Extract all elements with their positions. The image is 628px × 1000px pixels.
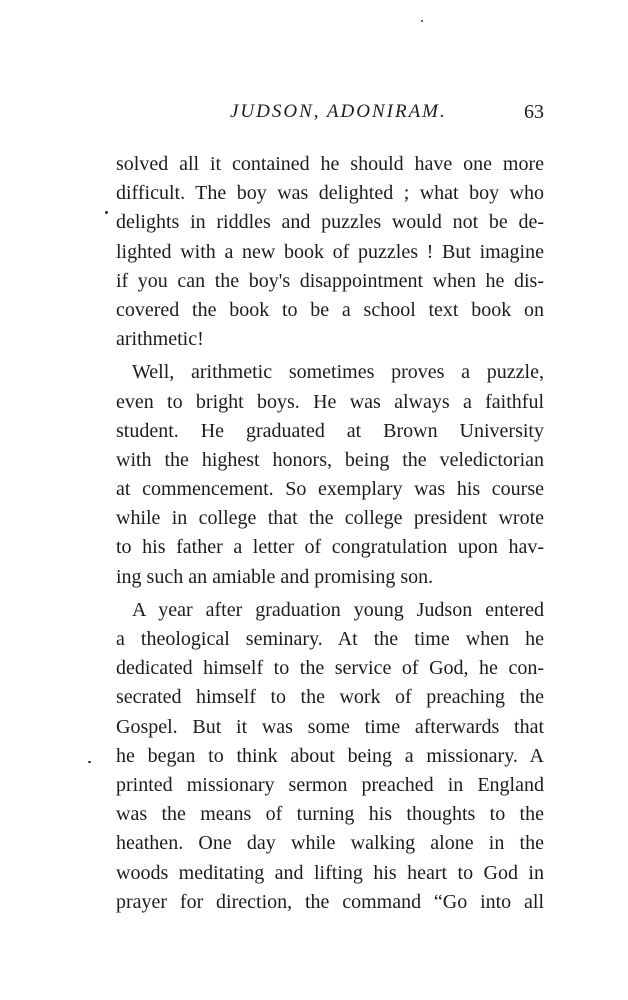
text-line: at commencement. So exemplary was his course	[116, 478, 544, 501]
text-line: student. He graduated at Brown University	[116, 419, 544, 442]
text-line: printed missionary sermon preached in England	[116, 773, 544, 796]
text-line: A year after graduation young Judson entered	[132, 598, 544, 621]
paragraph-1	[116, 150, 544, 354]
running-head	[116, 101, 544, 129]
text-line: covered the book to be a school text book on	[116, 298, 544, 321]
text-line: dedicated himself to the service of God, he con-	[116, 657, 544, 680]
text-line: even to bright boys. He was always a faithful	[116, 390, 544, 413]
text-line: he began to think about being a missionary. A	[116, 744, 544, 767]
text-line: if you can the boy's disappointment when he dis-	[116, 269, 544, 292]
text-line: woods meditating and lifting his heart to God in	[116, 861, 544, 884]
text-line: a theological seminary. At the time when he	[116, 628, 544, 650]
text-line: Well, arithmetic sometimes proves a puzzle,	[132, 361, 544, 384]
text-line: secrated himself to the work of preaching the	[116, 686, 544, 709]
print-speck	[105, 211, 108, 214]
text-line: heathen. One day while walking alone in the	[116, 832, 544, 855]
text-line: ing such an amiable and promising son.	[116, 565, 434, 588]
text-line: solved all it contained he should have one more	[116, 153, 544, 175]
text-line: difficult. The boy was delighted ; what boy who	[116, 182, 544, 205]
print-speck	[421, 20, 423, 22]
text-line: delights in riddles and puzzles would not be de-	[116, 211, 544, 234]
text-line: lighted with a new book of puzzles ! But imagine	[116, 240, 544, 263]
print-speck	[88, 761, 91, 763]
text-line: arithmetic!	[116, 328, 204, 351]
body-text	[116, 150, 544, 917]
text-line: prayer for direction, the command “Go into all	[116, 890, 544, 913]
running-title: JUDSON, ADONIRAM.	[230, 101, 447, 122]
text-line: Gospel. But it was some time afterwards that	[116, 715, 544, 738]
text-line: was the means of turning his thoughts to the	[116, 803, 544, 826]
page-number: 63	[524, 101, 544, 123]
text-line: with the highest honors, being the veledictorian	[116, 448, 544, 471]
paragraph-2	[116, 358, 544, 592]
paragraph-3	[116, 596, 544, 917]
text-line: to his father a letter of congratulation upon hav-	[116, 536, 544, 559]
text-line: while in college that the college president wrote	[116, 507, 544, 530]
